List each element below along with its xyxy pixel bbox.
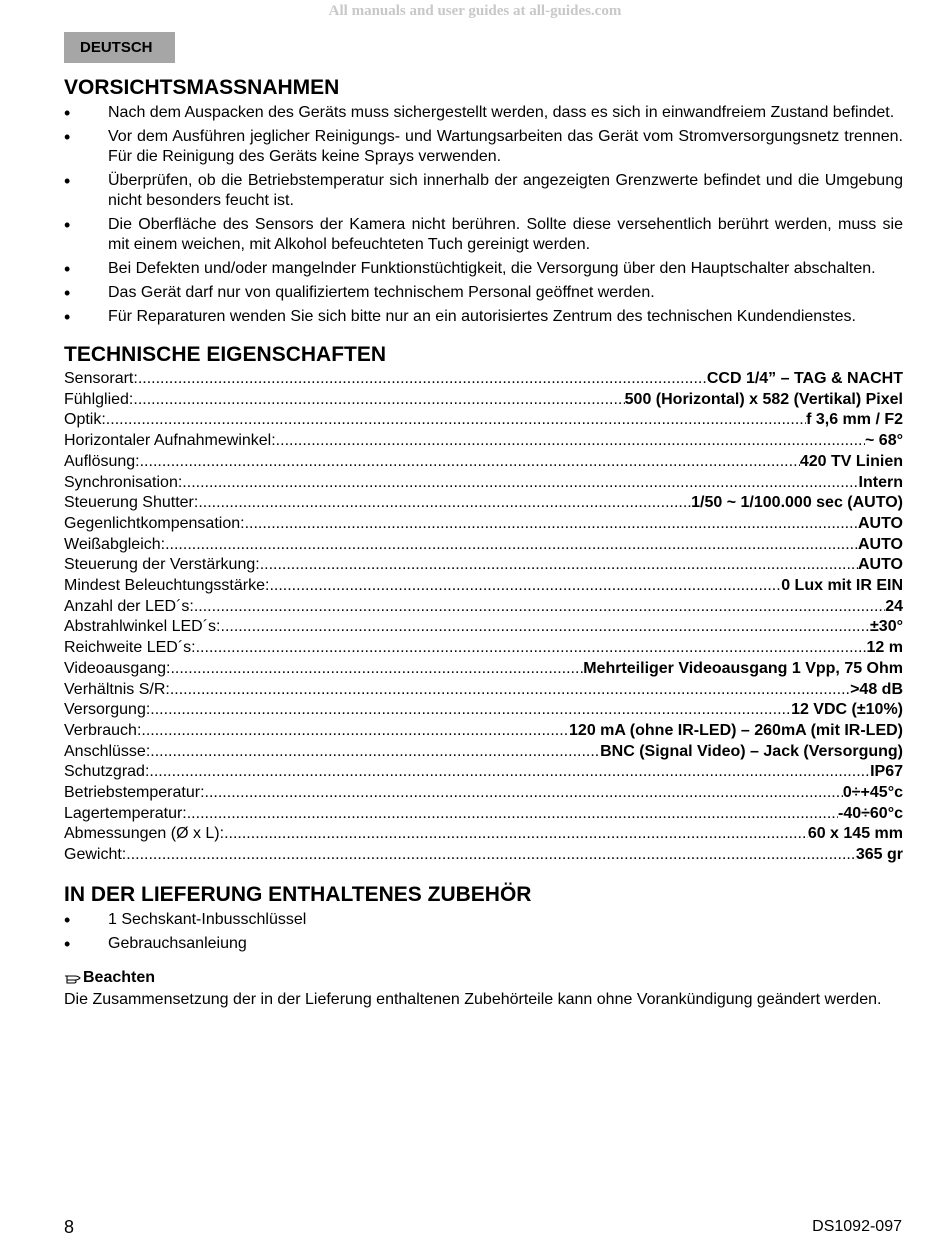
spec-label: Horizontaler Aufnahmewinkel: bbox=[64, 432, 276, 450]
spec-label: Steuerung der Verstärkung: bbox=[64, 556, 260, 574]
spec-row bbox=[64, 680, 903, 701]
spec-label: Steuerung Shutter: bbox=[64, 494, 199, 512]
dot-leader bbox=[260, 555, 858, 576]
dot-leader bbox=[149, 762, 870, 783]
note-title: Beachten bbox=[83, 968, 156, 986]
precaution-item: • Überprüfen, ob die Betriebstemperatur sich innerhalb der angezeigten Grenzwerte befindet und die Umgebung nicht besonders feucht ist. bbox=[64, 171, 903, 211]
accessory-item: • Gebrauchsanleiung bbox=[64, 934, 903, 954]
precaution-item: • Für Reparaturen wenden Sie sich bitte nur an ein autorisiertes Zentrum des technischen Kundendienstes. bbox=[64, 307, 903, 327]
dot-leader bbox=[196, 638, 867, 659]
spec-value: 1/50 ~ 1/100.000 sec (AUTO) bbox=[691, 494, 903, 512]
dot-leader bbox=[194, 597, 885, 618]
spec-value: Mehrteiliger Videoausgang 1 Vpp, 75 Ohm bbox=[583, 659, 903, 677]
spec-row bbox=[64, 576, 903, 597]
spec-row bbox=[64, 804, 903, 825]
accessories-list bbox=[64, 910, 903, 954]
spec-value: 60 x 145 mm bbox=[807, 825, 903, 843]
language-tab: DEUTSCH bbox=[64, 32, 175, 63]
spec-row bbox=[64, 721, 903, 742]
spec-value: ~ 68° bbox=[865, 432, 903, 450]
specs-title: TECHNISCHE EIGENSCHAFTEN bbox=[64, 343, 387, 366]
spec-value: 12 m bbox=[866, 639, 903, 657]
dot-leader bbox=[205, 783, 843, 804]
spec-row bbox=[64, 762, 903, 783]
spec-label: Videoausgang: bbox=[64, 659, 171, 677]
spec-value: >48 dB bbox=[850, 680, 903, 698]
dot-leader bbox=[245, 514, 858, 535]
dot-leader bbox=[170, 680, 850, 701]
spec-row bbox=[64, 452, 903, 473]
spec-value: IP67 bbox=[870, 763, 903, 781]
dot-leader bbox=[198, 493, 691, 514]
spec-value: f 3,6 mm / F2 bbox=[806, 411, 903, 429]
spec-value: ±30° bbox=[870, 618, 903, 636]
precautions-list bbox=[64, 103, 903, 327]
spec-row bbox=[64, 390, 903, 411]
spec-label: Verhältnis S/R: bbox=[64, 680, 170, 698]
note-text: Die Zusammensetzung der in der Lieferung enthaltenen Zubehörteile kann ohne Vorankündigung geändert werden. bbox=[64, 990, 882, 1008]
dot-leader bbox=[165, 535, 858, 556]
dot-leader bbox=[150, 700, 791, 721]
spec-row bbox=[64, 369, 903, 390]
spec-label: Abstrahlwinkel LED´s: bbox=[64, 618, 221, 636]
spec-label: Auflösung: bbox=[64, 452, 140, 470]
spec-row bbox=[64, 431, 903, 452]
spec-row bbox=[64, 514, 903, 535]
spec-label: Anschlüsse: bbox=[64, 742, 151, 760]
spec-value: CCD 1/4” – TAG & NACHT bbox=[706, 370, 903, 387]
dot-leader bbox=[140, 452, 800, 473]
spec-value: Intern bbox=[858, 473, 903, 491]
page-content bbox=[64, 74, 903, 1010]
spec-label: Betriebstemperatur: bbox=[64, 784, 205, 802]
dot-leader bbox=[150, 742, 600, 763]
spec-label: Versorgung: bbox=[64, 701, 151, 719]
spec-value: 0÷+45°c bbox=[842, 784, 903, 802]
spec-value: 420 TV Linien bbox=[799, 452, 903, 470]
accessories-title: IN DER LIEFERUNG ENTHALTENES ZUBEHÖR bbox=[64, 882, 532, 906]
spec-value: 120 mA (ohne IR-LED) – 260mA (mit IR-LED) bbox=[569, 721, 903, 739]
dot-leader bbox=[221, 617, 871, 638]
spec-label: Verbrauch: bbox=[64, 721, 142, 739]
spec-row bbox=[64, 555, 903, 576]
spec-label: Optik: bbox=[64, 411, 106, 429]
spec-row bbox=[64, 659, 903, 680]
dot-leader bbox=[182, 473, 858, 494]
dot-leader bbox=[224, 824, 808, 845]
precaution-item: • Bei Defekten und/oder mangelnder Funktionstüchtigkeit, die Versorgung über den Hauptschalter abschalten. bbox=[64, 259, 903, 279]
precautions-title: VORSICHTSMASSNAHMEN bbox=[64, 76, 340, 99]
spec-row bbox=[64, 783, 903, 804]
spec-label: Weißabgleich: bbox=[64, 535, 166, 553]
spec-value: 0 Lux mit IR EIN bbox=[781, 577, 903, 595]
precaution-item: • Nach dem Auspacken des Geräts muss sichergestellt werden, dass es sich in einwandfreiem Zustand befindet. bbox=[64, 103, 903, 123]
spec-label: Lagertemperatur: bbox=[64, 804, 187, 822]
spec-label: Sensorart: bbox=[64, 370, 138, 387]
page-number: 8 bbox=[64, 1217, 75, 1237]
dot-leader bbox=[138, 369, 707, 390]
spec-row bbox=[64, 742, 903, 763]
precaution-item: • Vor dem Ausführen jeglicher Reinigungs- und Wartungsarbeiten das Gerät vom Stromversorgungsnetz trennen. Für die Reinigung des Geräts keine Sprays verwenden. bbox=[64, 127, 903, 167]
spec-value: AUTO bbox=[857, 535, 903, 553]
spec-value: 24 bbox=[885, 597, 903, 615]
spec-value: BNC (Signal Video) – Jack (Versorgung) bbox=[600, 742, 903, 760]
dot-leader bbox=[106, 410, 806, 431]
specs-table bbox=[64, 369, 903, 866]
spec-value: 500 (Horizontal) x 582 (Vertikal) Pixel bbox=[624, 390, 903, 408]
spec-row bbox=[64, 597, 903, 618]
spec-row bbox=[64, 700, 903, 721]
spec-value: 12 VDC (±10%) bbox=[791, 701, 903, 719]
spec-row bbox=[64, 493, 903, 514]
spec-row bbox=[64, 824, 903, 845]
spec-row bbox=[64, 638, 903, 659]
note-heading bbox=[64, 968, 903, 988]
dot-leader bbox=[187, 804, 838, 825]
dot-leader bbox=[141, 721, 569, 742]
spec-row bbox=[64, 473, 903, 494]
spec-row bbox=[64, 617, 903, 638]
spec-value: 365 gr bbox=[855, 846, 903, 864]
dot-leader bbox=[170, 659, 583, 680]
spec-label: Anzahl der LED´s: bbox=[64, 597, 194, 615]
spec-value: AUTO bbox=[857, 556, 903, 574]
spec-row bbox=[64, 845, 903, 866]
spec-row bbox=[64, 410, 903, 431]
dot-leader bbox=[133, 390, 624, 411]
accessory-item: • 1 Sechskant-Inbusschlüssel bbox=[64, 910, 903, 930]
dot-leader bbox=[269, 576, 781, 597]
spec-label: Synchronisation: bbox=[64, 473, 183, 491]
dot-leader bbox=[126, 845, 856, 866]
dot-leader bbox=[276, 431, 865, 452]
spec-label: Schutzgrad: bbox=[64, 763, 150, 781]
precaution-item: • Das Gerät darf nur von qualifiziertem technischem Personal geöffnet werden. bbox=[64, 283, 903, 303]
spec-value: AUTO bbox=[857, 514, 903, 532]
spec-value: -40÷60°c bbox=[838, 804, 903, 822]
spec-label: Gegenlichtkompensation: bbox=[64, 514, 245, 532]
document-code: DS1092-097 bbox=[812, 1218, 902, 1235]
spec-label: Abmessungen (Ø x L): bbox=[64, 825, 225, 843]
spec-label: Reichweite LED´s: bbox=[64, 639, 196, 657]
pointing-hand-icon bbox=[64, 972, 82, 984]
watermark: All manuals and user guides at all-guides.com bbox=[328, 3, 622, 19]
spec-label: Gewicht: bbox=[64, 846, 127, 864]
spec-row bbox=[64, 535, 903, 556]
spec-label: Fühlglied: bbox=[64, 390, 134, 408]
precaution-item: • Die Oberfläche des Sensors der Kamera nicht berühren. Sollte diese versehentlich berührt werden, muss sie mit einem weichen, mit Alkohol befeuchteten Tuch gereinigt werden. bbox=[64, 215, 903, 255]
spec-label: Mindest Beleuchtungsstärke: bbox=[64, 577, 270, 595]
